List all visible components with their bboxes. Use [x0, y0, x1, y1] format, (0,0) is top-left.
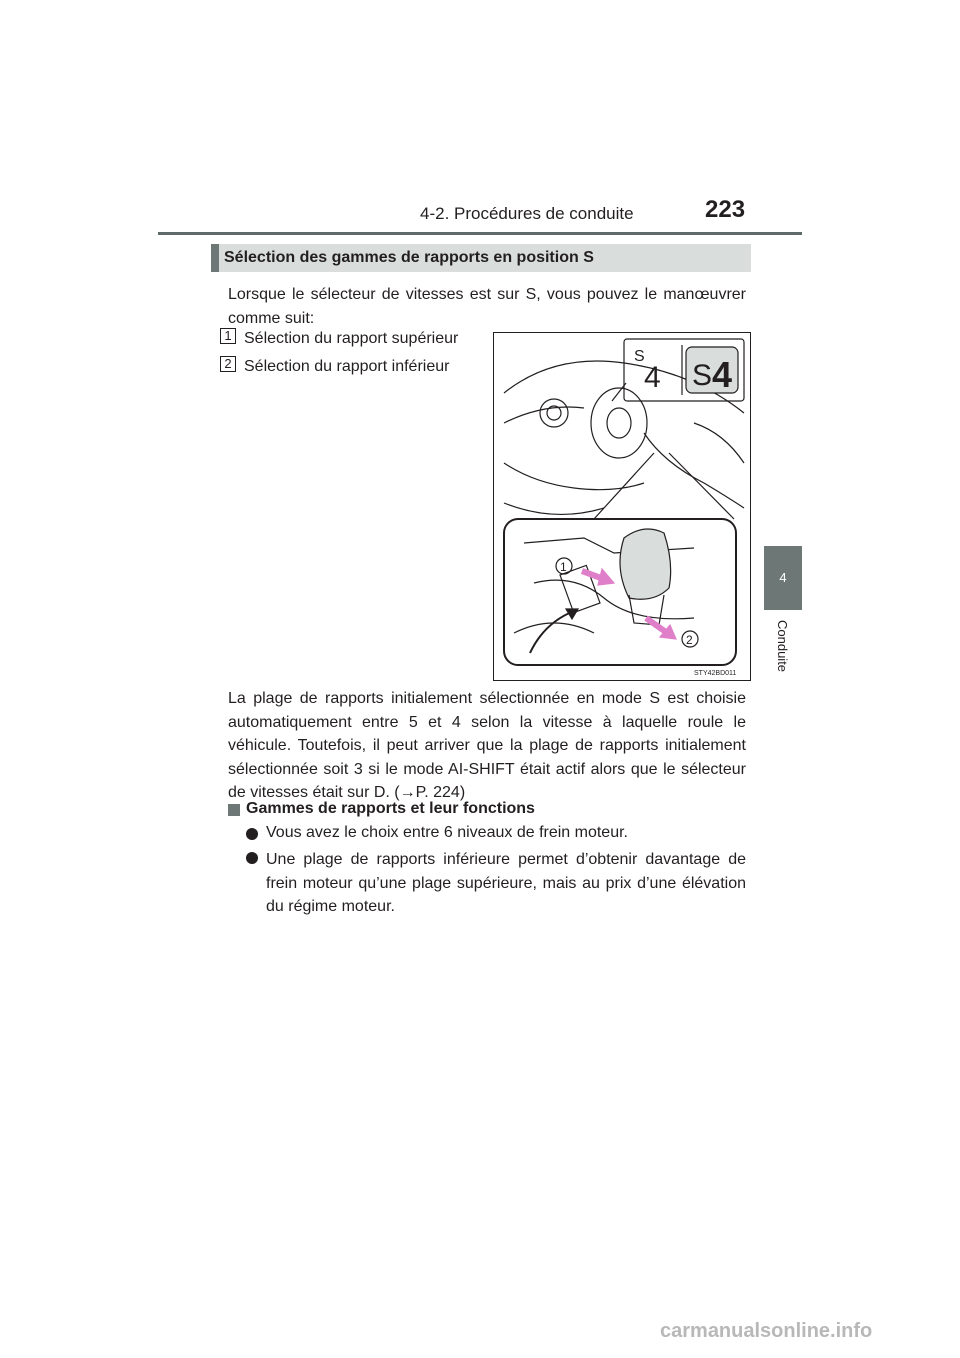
page-number: 223	[705, 196, 746, 223]
step-2-number: 2	[220, 356, 236, 372]
callout-2-number: 2	[686, 633, 693, 647]
chapter-tab-number: 4	[779, 570, 787, 585]
bullet-item-2: Une plage de rapports inférieure permet d’obtenir davantage de frein moteur qu’une plage supérieure, mais au prix d’une élévation du régime moteur.	[266, 851, 746, 915]
header-rule	[158, 232, 802, 235]
bullet-item-1: Vous avez le choix entre 6 niveaux de frein moteur.	[266, 824, 628, 841]
inset-frame	[504, 519, 736, 665]
step-1-label: Sélection du rapport supérieur	[244, 330, 459, 347]
chapter-tab-label	[768, 620, 798, 680]
dashboard-lower-line	[504, 407, 584, 423]
body-paragraph: La plage de rapports initialement sélectionnée en mode S est choisie automatiquement entre 5 et 4 selon la vitesse à laquelle roule le véhicule. Toutefois, il peut arriver que la plage de rapports initialement sélectionnée soit 3 si le mode AI-SHIFT était actif alors que le sélecteur de vitesses était sur D. (→P. 224)	[228, 690, 746, 801]
running-header-section: 4-2. Procédures de conduite	[420, 204, 634, 223]
shift-lever-illustration	[493, 332, 751, 681]
subsection-title: Gammes de rapports et leur fonctions	[246, 800, 535, 817]
callout-1-number: 1	[560, 560, 567, 574]
section-title: Sélection des gammes de rapports en position S	[224, 249, 594, 266]
shift-knob-icon	[620, 529, 671, 599]
zoom-line-left	[594, 453, 654, 519]
watermark-text: carmanualsonline.info	[660, 1320, 873, 1342]
indicator-s-letter: S	[692, 359, 713, 392]
figure-code: STY42BD011	[694, 670, 737, 677]
section-title-marker	[211, 244, 219, 272]
subsection-square-icon	[228, 804, 240, 816]
step-1-number: 1	[220, 328, 236, 344]
step-2-label: Sélection du rapport inférieur	[244, 358, 450, 375]
display-s-letter: S	[634, 348, 645, 365]
chapter-tab-label-text: Conduite	[775, 620, 790, 673]
display-segment-gear: 4	[644, 361, 661, 394]
bullet-dot-icon	[246, 828, 258, 840]
zoom-line-right	[669, 453, 734, 519]
console-line	[504, 463, 644, 490]
intro-paragraph: Lorsque le sélecteur de vitesses est sur S, vous pouvez le manœuvrer comme suit:	[228, 286, 746, 327]
bullet-dot-icon	[246, 852, 258, 864]
pointer-arrow-icon	[530, 611, 574, 653]
steering-wheel-icon	[591, 388, 647, 458]
illustration-svg	[494, 333, 750, 680]
indicator-gear-number: 4	[712, 354, 733, 395]
vent-icon	[540, 399, 568, 427]
